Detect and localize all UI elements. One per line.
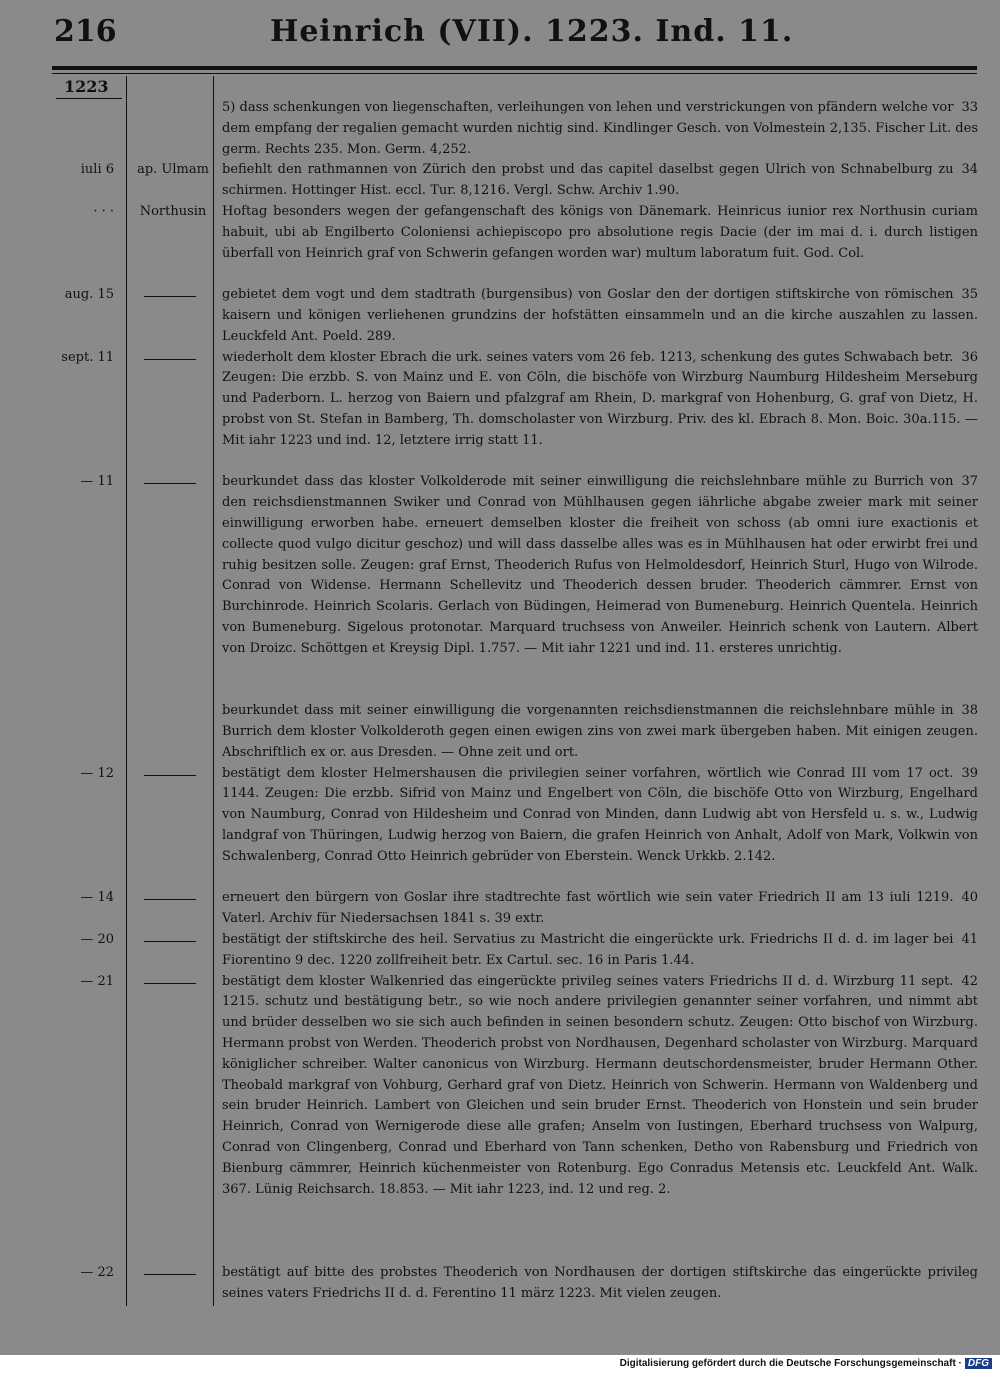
entry-date: — 20 [80, 932, 114, 947]
entry-date: aug. 15 [64, 287, 114, 303]
regesta-entry [0, 972, 1000, 1263]
year-label: 1223 [64, 77, 109, 96]
entry-number: 41 [961, 932, 978, 947]
header-rule-thick [52, 66, 977, 70]
entry-body: bestätigt der stiftskirche des heil. Servatius zu Mastricht die eingerückte urk. Friedrichs II d. d. im lager bei Fiorentino 9 dec. 1220 zollfreiheit betr. Ex Cartul. sec. 16 in Paris 1.44. [222, 932, 954, 968]
entry-place-ditto-dash [144, 1274, 196, 1275]
page-number: 216 [54, 14, 117, 49]
entry-date: iuli 6 [80, 162, 114, 178]
entry-place-ditto-dash [144, 296, 196, 297]
entry-date: — 21 [80, 973, 114, 989]
entry-body: erneuert den bürgern von Goslar ihre stadtrechte fast wörtlich wie sein vater Friedrich II am 13 iuli 1219. Vaterl. Archiv für Niedersachsen 1841 s. 39 extr. [222, 890, 954, 927]
entry-body: beurkundet dass mit seiner einwilligung die vorgenannten reichsdienstmannen die reichslehnbare mühle in Burrich dem kloster Volkolderoth gegen einen ewigen zins von zwei mark übergeben haben. Mit einigen zeugen. Abschriftlich ex or. aus Dresden. — Ohne zeit und ort. [222, 703, 978, 760]
regesta-entry [0, 285, 1000, 347]
entry-number: 37 [961, 474, 978, 490]
entry-place-ditto-dash [144, 359, 196, 360]
entry-text [222, 285, 978, 347]
entry-date: sept. 11 [61, 349, 114, 365]
entry-text [222, 1263, 978, 1305]
entry-date: — 14 [80, 890, 114, 906]
regesta-entry [0, 98, 1000, 160]
entry-body: gebietet dem vogt und dem stadtrath (burgensibus) von Goslar den der dortigen stiftskirche von römischen kaisern und königen verliehenen grundzins der hofstätten einsammeln und an die kirche auszahlen zu lassen. Leuckfeld Ant. Poeld. 289. [222, 287, 978, 344]
entry-place-ditto-dash [144, 775, 196, 776]
entry-text [222, 472, 978, 659]
regesta-entry [0, 888, 1000, 930]
entry-date: — 11 [80, 474, 114, 490]
page-title: Heinrich (VII). 1223. Ind. 11. [270, 14, 794, 49]
entry-number: 38 [961, 703, 978, 719]
entry-text [222, 972, 978, 1201]
entry-place-ditto-dash [144, 483, 196, 484]
entry-body: bestätigt dem kloster Walkenried das eingerückte privileg seines vaters Friedrichs II d. d. Wirzburg 11 sept. 1215. schutz und bestätigung betr., so wie noch andere privilegien genannter seiner vorfahren, und nimmt abt und brüder desselben wo sie sich auch befinden in seinen besondern schutz. Zeugen: Otto bischof von Wirzburg. Hermann probst von Werden. Theoderich probst von Nordhausen, Degenhard scholaster von Wirzburg. Marquard königlicher schreiber. Walter canonicus von Wirzburg. Hermann deutschordensmeister, bruder Hermann Other. Theobald markgraf von Vohburg, Gerhard graf von Dietz. Heinrich von Schwerin. Hermann von Waldenberg und sein bruder Heinrich. Lambert von Gleichen und sein bruder Ernst. Theoderich von Honstein und sein bruder Heinrich, Conrad von Wernigerode diese alle grafen; Anselm von Iustingen, Eberhard truchsess von Walpurg, Conrad von Clingenberg, Conrad und Eberhard von Tann schenken, Detho von Rabensburg und Friedrich von Bienburg cämmrer, Heinrich küchenmeister von Rotenburg. Ego Conradus Metensis etc. Leuckfeld Ant. Walk. 367. Lünig Reichsarch. 18.853. — Mit iahr 1223, ind. 12 und reg. 2. [222, 973, 978, 1197]
funding-text: Digitalisierung gefördert durch die Deutsche Forschungsgemeinschaft · [619, 1358, 962, 1369]
entry-body: 5) dass schenkungen von liegenschaften, verleihungen von lehen und verstrickungen von pfändern welche vor dem empfang der regalien gemacht wurden nichtig sind. Kindlinger Gesch. von Volmestein 2,135. Fischer Lit. des germ. Rechts 235. Mon. Germ. 4,252. [222, 100, 978, 157]
entry-number: 34 [961, 162, 978, 178]
entry-body: wiederholt dem kloster Ebrach die urk. seines vaters vom 26 feb. 1213, schenkung des gutes Schwabach betr. Zeugen: Die erzbb. S. von Mainz und E. von Cöln, die bischöfe von Wirzburg Naumburg Hildesheim Merseburg und Paderborn. L. herzog von Baiern und pfalzgraf am Rhein, D. markgraf von Hohenburg, G. graf von Dietz, H. probst von St. Stefan in Bamberg, Th. domscholaster von Wirzburg. Priv. des kl. Ebrach 8. Mon. Boic. 30a.115. — Mit iahr 1223 und ind. 12, letztere irrig statt 11. [222, 349, 978, 448]
entry-number: 42 [961, 973, 978, 989]
entry-place-ditto-dash [144, 983, 196, 984]
regesta-entry [0, 1263, 1000, 1305]
entry-body: Hoftag besonders wegen der gefangenschaft des königs von Dänemark. Heinricus iunior rex Northusin curiam habuit, ubi ab Engilberto Coloniensi achiepiscopo pro absolutione regis Dacie (der im mai d. i. durch listigen überfall von Heinrich graf von Schwerin gefangen worden war) multum laboratum fuit. God. Col. [222, 204, 978, 261]
entry-place: ap. Ulmam [137, 162, 209, 178]
entry-body: bestätigt auf bitte des probstes Theoderich von Nordhausen der dortigen stiftskirche das eingerückte privileg seines vaters Friedrichs II d. d. Ferentino 11 märz 1223. Mit vielen zeugen. [222, 1264, 978, 1301]
entry-place-ditto-dash [144, 899, 196, 900]
regesta-entry [0, 701, 1000, 763]
entry-body: beurkundet dass das kloster Volkolderode mit seiner einwilligung die reichslehnbare mühle zu Burrich von den reichsdienstmannen Swiker und Conrad von Mühlhausen gegen iährliche abgabe zweier mark mit seiner einwilligung erworben habe. erneuert demselben kloster die freiheit von schoss (ab omni iure exactionis et collecte quod vulgo dicitur geschoz) und will dass dasselbe alles was es in Mühlhausen hat oder erwirbt frei und ruhig besitzen solle. Zeugen: graf Ernst, Theoderich Rufus von Helmoldesdorf, Heinrich Sturl, Hugo von Wilrode. Conrad von Widense. Hermann Schellevitz und Theoderich dessen bruder. Theoderich cämmrer. Ernst von Burchinrode. Heinrich Scolaris. Gerlach von Büdingen, Heimerad von Bumeneburg. Heinrich Quentela. Heinrich von Bumeneburg. Sigelous protonotar. Marquard truchsess von Anweiler. Heinrich schenk von Lautern. Albert von Droizc. Schöttgen et Kreysig Dipl. 1.757. — Mit iahr 1221 und ind. 11. ersteres unrichtig. [222, 474, 978, 656]
regesta-entry [0, 202, 1000, 285]
entry-date: — 12 [80, 765, 114, 781]
entry-text [222, 98, 978, 160]
entry-date: · · · [93, 204, 114, 219]
entry-text [222, 888, 978, 930]
entry-text [222, 930, 978, 972]
entry-text [222, 764, 978, 868]
entry-text [222, 701, 978, 763]
entry-date: — 22 [80, 1264, 114, 1280]
entry-number: 33 [961, 100, 978, 115]
header-rule-thin [52, 73, 977, 74]
regesta-entry [0, 764, 1000, 889]
entry-number: 40 [961, 890, 978, 906]
entry-text [222, 348, 978, 452]
entry-place-ditto-dash [144, 941, 196, 942]
regesta-entry [0, 160, 1000, 202]
entry-number: 39 [961, 765, 978, 781]
entry-text [222, 160, 978, 202]
entry-text [222, 202, 978, 264]
funding-note [520, 1358, 992, 1369]
entry-number: 35 [961, 287, 978, 303]
dfg-logo: DFG [965, 1358, 992, 1369]
entry-number: 36 [961, 349, 978, 365]
regesta-entry [0, 472, 1000, 701]
entry-body: bestätigt dem kloster Helmershausen die privilegien seiner vorfahren, wörtlich wie Conrad III vom 17 oct. 1144. Zeugen: Die erzbb. Sifrid von Mainz und Engelbert von Cöln, die bischöfe Otto von Wirzburg, Engelhard von Naumburg, Conrad von Hildesheim und Conrad von Minden, dann Ludwig abt von Hersfeld u. s. w., Ludwig landgraf von Thüringen, Ludwig herzog von Baiern, die grafen Heinrich von Anhalt, Adolf von Mark, Volkwin von Schwalenberg, Conrad Otto Heinrich gebrüder von Eberstein. Wenck Urkkb. 2.142. [222, 765, 978, 864]
regesta-entry [0, 930, 1000, 972]
entry-body: befiehlt den rathmannen von Zürich den probst und das capitel daselbst gegen Ulrich von Schnabelburg zu schirmen. Hottinger Hist. eccl. Tur. 8,1216. Vergl. Schw. Archiv 1.90. [222, 162, 954, 199]
regesta-entry [0, 348, 1000, 473]
entry-place: Northusin [139, 204, 207, 219]
